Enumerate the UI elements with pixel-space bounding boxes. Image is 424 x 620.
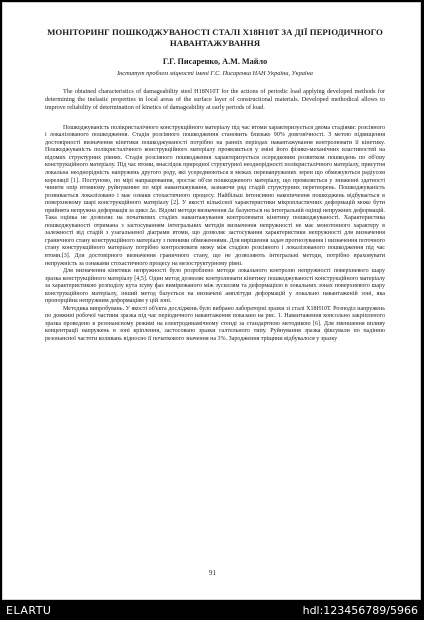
handle-link[interactable]: hdl:123456789/5966 bbox=[302, 604, 418, 617]
paper-authors: Г.Г. Писаренко, А.М. Майло bbox=[162, 57, 268, 66]
page-content bbox=[45, 27, 385, 344]
body-paragraph: Методика випробувань. У якості об'єкта досліджень було вибрано лабораторні зразки зі сталі Х18Н10Т. Розподіл напружень по довжині робочої частини зразка під час періодичного навантаження показано на рис. 1. Навантаження консольно закріпленого зразка проведено в резонансному режимі на електродинамічному стенді за стандартною методикою [6]. Для зменшення впливу концентрації напружень в зоні кріплення, застосовано зразки галтельного типу. Руйнування зразка фіксували по падінню резонансної частоти коливань відносно її початкового значення на 3%. Зародження тріщини відбувалося у зразку bbox=[45, 305, 385, 343]
body-paragraph: Пошкоджуваність полікристалічного конструкційного матеріалу під час втоми характеризується двома стадіями: розсіяного і локалізованого пошкодження. Стадія розсіяного пошкодження становить близько 90% довговічності. З метою підвищення достовірності визначення кінетики пошкоджуваності потрібно на ранніх періодах навантажування контролювати її кінетику. Пошкоджуваність полікристалічного конструкційного матеріалу проявляється у зміні його фізико-механічних властивостей на відомих структурних рівнях. Стадія розсіяного пошкодження характеризується осередковим розвитком пошкодень по об'єму конструкційного матеріалу. Під час втоми, внаслідок природної структурної неоднорідності полікристалічного матеріалу, присутня локальна неоднорідність напружень другого роду, які усереднюються в межах перенапружених зерен що обмежуються радіусом кореляції [1]. Поступово, по мірі напрацювання, зростає об'єм пошкодженого матеріалу, що проявляється у зниженні здатності чинити опір втомному руйнуванню по мірі навантажування, зазнаючи ряд стадій структурних перетворень. Пошкоджуваність розвивається локалізовано і має ознаки стохастичного процесу. Найбільш інтенсивно накопичення пошкоджень відбувається в поверхневому шарі конструкційного матеріалу [2]. У якості кількісної характеристики мікропластичних деформацій може бути прийнята непружна деформація за цикл Δε. Відомі методи визначення Δε базуються на інтегральній оцінці непружних деформацій. Така оцінка не дозволяє на початкових стадіях навантажування контролювати кінетику пошкоджуваності. Характеристика пошкоджуваності отримана з застосуванням інтегральних методів визначення непружності не має монотонного характеру в залежності від стадій з узагальненої діаграми втоми, що дозволяє застосування характеристики непружності для визначення граничного стану конструкційного матеріалу з певними обмеженнями. Для вирішення задач прогнозування і визначення поточного стану конструкційного матеріалу потрібно контролювати межу між стадією розсіяного і локалізованого пошкодження під час втоми.[3]. Для достовірного визначення граничного стану, що не дозволяють інтегральні методи, потрібно враховувати непружність за ознаками стохастичного процесу на мезоструктурному рівні. bbox=[45, 124, 385, 267]
paper-title: МОНІТОРИНГ ПОШКОДЖУВАНОСТІ СТАЛІ Х18Н10Т ЗА ДІЇ ПЕРІОДИЧНОГО НАВАНТАЖУВАННЯ bbox=[47, 27, 383, 48]
document-page bbox=[2, 2, 421, 600]
viewer-footer-bar bbox=[0, 600, 424, 620]
paper-affiliation: Інститут проблем міцності імені Г.С. Писаренка НАН України, Україна bbox=[117, 70, 313, 77]
paper-abstract: The obtained characteristics of damageability steel H18N10T for the actions of periodic load applying developed methods for determining the inelastic properties in local areas of the surface layer of constructional materials. Developed methodical allows to improve reliability of determination of kinetics of damageability at early periods of load. bbox=[45, 88, 385, 111]
repository-label: ELARTU bbox=[6, 604, 52, 617]
paper-body bbox=[45, 125, 385, 344]
page-number: 91 bbox=[209, 569, 216, 577]
body-paragraph: Для визначення кінетики непружності було розроблено методи локального контролю непружності поверхневого шару зразка конструкційного матеріалу [4,5]. Один метод дозволяє контролювати кінетику пошкоджуваності конструкційного матеріалу за характеристикою розподілу кута зсуву фаз вимірюваного між зусиллям та деформацією в локальних зонах поверхневого шару конструкційного матеріалу, інший метод базується на визначені амплітуди деформацій у локально навантаженій зоні, яка пропорційна непружним деформаціям у цій зоні. bbox=[45, 268, 385, 305]
